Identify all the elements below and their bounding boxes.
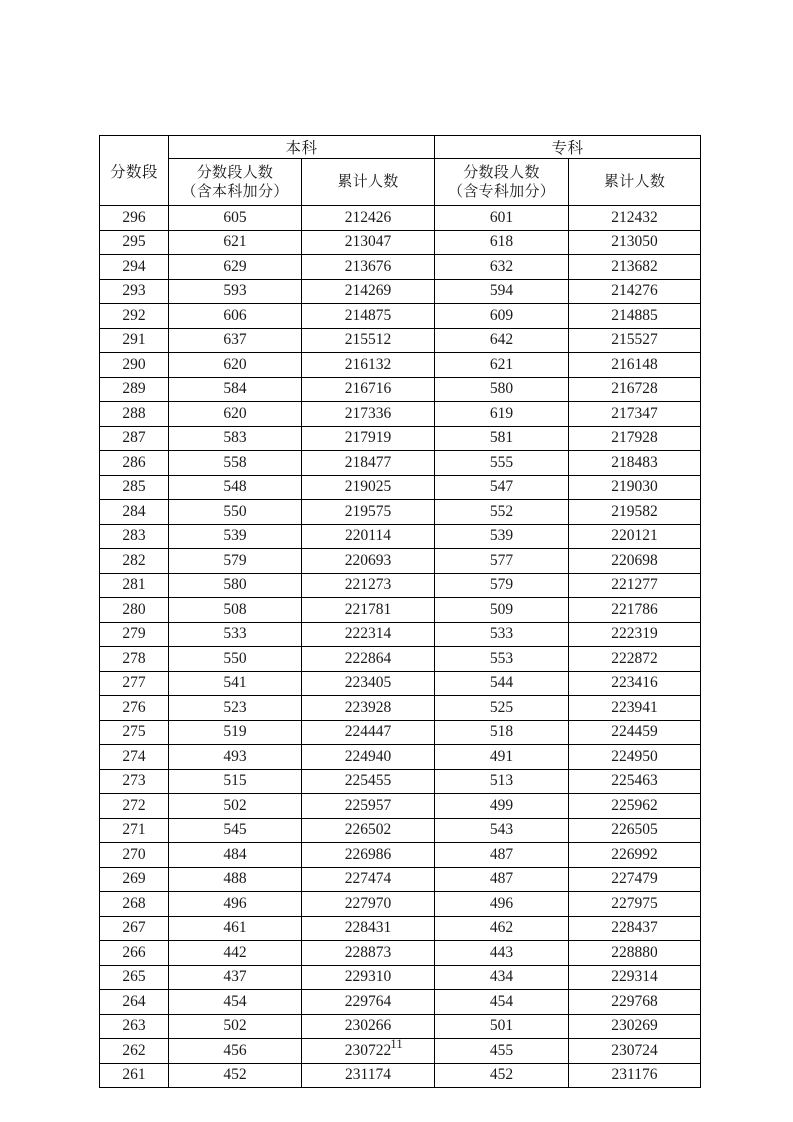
cell-score-band: 268 [100,892,169,917]
cell-benke-band-count: 548 [169,475,302,500]
cell-benke-band-count: 452 [169,1063,302,1088]
table-row [100,549,701,574]
cell-zhuanke-band-count: 581 [435,426,569,451]
cell-score-band: 293 [100,279,169,304]
cell-zhuanke-cumulative: 224950 [569,745,701,770]
cell-benke-cumulative: 220693 [302,549,435,574]
cell-zhuanke-cumulative: 212432 [569,206,701,231]
cell-benke-band-count: 484 [169,843,302,868]
cell-benke-cumulative: 223405 [302,671,435,696]
cell-benke-cumulative: 227474 [302,867,435,892]
table-row [100,304,701,329]
cell-zhuanke-cumulative: 219582 [569,500,701,525]
cell-benke-cumulative: 225455 [302,769,435,794]
cell-benke-band-count: 593 [169,279,302,304]
benke-band-count-line2: （含本科加分） [181,182,289,200]
cell-score-band: 269 [100,867,169,892]
cell-benke-band-count: 584 [169,377,302,402]
cell-benke-band-count: 583 [169,426,302,451]
cell-score-band: 273 [100,769,169,794]
cell-score-band: 275 [100,720,169,745]
cell-benke-band-count: 606 [169,304,302,329]
cell-zhuanke-cumulative: 220121 [569,524,701,549]
cell-benke-cumulative: 228431 [302,916,435,941]
cell-zhuanke-band-count: 518 [435,720,569,745]
table-row [100,696,701,721]
column-group-header-zhuanke: 专科 [435,136,701,159]
cell-zhuanke-band-count: 632 [435,255,569,280]
cell-zhuanke-cumulative: 227975 [569,892,701,917]
cell-zhuanke-band-count: 513 [435,769,569,794]
cell-score-band: 285 [100,475,169,500]
table-row [100,573,701,598]
table-row [100,230,701,255]
cell-benke-cumulative: 226502 [302,818,435,843]
table-row [100,451,701,476]
cell-benke-band-count: 579 [169,549,302,574]
cell-zhuanke-cumulative: 220698 [569,549,701,574]
cell-zhuanke-band-count: 594 [435,279,569,304]
zhuanke-band-count-line1: 分数段人数 [463,162,540,181]
cell-zhuanke-band-count: 509 [435,598,569,623]
table-row [100,622,701,647]
cell-benke-band-count: 550 [169,500,302,525]
table-row [100,941,701,966]
cell-benke-cumulative: 216132 [302,353,435,378]
cell-benke-cumulative: 219025 [302,475,435,500]
cell-benke-cumulative: 213047 [302,230,435,255]
cell-zhuanke-band-count: 454 [435,990,569,1015]
cell-benke-band-count: 508 [169,598,302,623]
cell-benke-band-count: 502 [169,794,302,819]
cell-benke-cumulative: 214875 [302,304,435,329]
cell-zhuanke-cumulative: 229768 [569,990,701,1015]
cell-zhuanke-band-count: 555 [435,451,569,476]
cell-zhuanke-band-count: 579 [435,573,569,598]
cell-benke-cumulative: 222864 [302,647,435,672]
cell-zhuanke-band-count: 525 [435,696,569,721]
cell-benke-cumulative: 229310 [302,965,435,990]
cell-benke-band-count: 539 [169,524,302,549]
cell-score-band: 263 [100,1014,169,1039]
cell-score-band: 289 [100,377,169,402]
cell-benke-cumulative: 220114 [302,524,435,549]
cell-score-band: 282 [100,549,169,574]
cell-benke-band-count: 488 [169,867,302,892]
cell-zhuanke-band-count: 443 [435,941,569,966]
cell-benke-band-count: 541 [169,671,302,696]
cell-benke-band-count: 550 [169,647,302,672]
table-row [100,279,701,304]
cell-benke-cumulative: 229764 [302,990,435,1015]
table-row [100,402,701,427]
cell-benke-cumulative: 218477 [302,451,435,476]
column-header-zhuanke-cumulative [569,159,701,206]
cell-score-band: 281 [100,573,169,598]
cell-benke-cumulative: 227970 [302,892,435,917]
table-row [100,965,701,990]
cell-benke-band-count: 519 [169,720,302,745]
table-row [100,745,701,770]
cell-score-band: 277 [100,671,169,696]
table-row [100,671,701,696]
cell-zhuanke-cumulative: 230269 [569,1014,701,1039]
cell-zhuanke-cumulative: 225962 [569,794,701,819]
cell-score-band: 284 [100,500,169,525]
cell-zhuanke-band-count: 609 [435,304,569,329]
cell-benke-band-count: 605 [169,206,302,231]
cell-benke-cumulative: 224447 [302,720,435,745]
cell-zhuanke-band-count: 621 [435,353,569,378]
zhuanke-cumulative-line1: 累计人数 [603,172,666,191]
cell-benke-band-count: 461 [169,916,302,941]
table-header-sub-row [100,159,701,206]
cell-zhuanke-cumulative: 223416 [569,671,701,696]
cell-score-band: 279 [100,622,169,647]
cell-benke-band-count: 533 [169,622,302,647]
cell-zhuanke-cumulative: 221277 [569,573,701,598]
cell-zhuanke-cumulative: 226992 [569,843,701,868]
cell-benke-band-count: 442 [169,941,302,966]
cell-score-band: 286 [100,451,169,476]
cell-zhuanke-cumulative: 213050 [569,230,701,255]
table-header [100,136,701,206]
table-row [100,647,701,672]
table-row [100,867,701,892]
cell-benke-cumulative: 217336 [302,402,435,427]
table-row [100,353,701,378]
cell-zhuanke-band-count: 496 [435,892,569,917]
cell-score-band: 287 [100,426,169,451]
cell-benke-band-count: 496 [169,892,302,917]
table-row [100,524,701,549]
cell-zhuanke-cumulative: 229314 [569,965,701,990]
page-number: 11 [390,1036,403,1051]
cell-benke-band-count: 621 [169,230,302,255]
cell-benke-cumulative: 226986 [302,843,435,868]
cell-zhuanke-cumulative: 222319 [569,622,701,647]
cell-score-band: 270 [100,843,169,868]
table-row [100,1063,701,1088]
cell-benke-cumulative: 230266 [302,1014,435,1039]
cell-score-band: 278 [100,647,169,672]
cell-benke-band-count: 580 [169,573,302,598]
cell-benke-cumulative: 221781 [302,598,435,623]
cell-benke-band-count: 493 [169,745,302,770]
cell-benke-band-count: 523 [169,696,302,721]
cell-benke-band-count: 558 [169,451,302,476]
cell-zhuanke-cumulative: 213682 [569,255,701,280]
cell-benke-cumulative: 215512 [302,328,435,353]
table-row [100,328,701,353]
cell-benke-band-count: 637 [169,328,302,353]
column-header-benke-cumulative [302,159,435,206]
cell-zhuanke-band-count: 618 [435,230,569,255]
cell-zhuanke-band-count: 539 [435,524,569,549]
cell-score-band: 267 [100,916,169,941]
table-header-group-row [100,136,701,159]
cell-benke-cumulative: 212426 [302,206,435,231]
column-group-header-benke: 本科 [169,136,435,159]
cell-zhuanke-cumulative: 223941 [569,696,701,721]
cell-zhuanke-cumulative: 215527 [569,328,701,353]
table-row [100,892,701,917]
cell-zhuanke-band-count: 487 [435,843,569,868]
cell-benke-band-count: 629 [169,255,302,280]
cell-score-band: 261 [100,1063,169,1088]
cell-benke-cumulative: 216716 [302,377,435,402]
table-row [100,916,701,941]
cell-zhuanke-band-count: 491 [435,745,569,770]
table-row [100,206,701,231]
table-row [100,598,701,623]
cell-benke-band-count: 620 [169,353,302,378]
table-row [100,990,701,1015]
table-body [100,206,701,1088]
cell-zhuanke-cumulative: 225463 [569,769,701,794]
cell-zhuanke-band-count: 543 [435,818,569,843]
cell-zhuanke-cumulative: 214885 [569,304,701,329]
cell-zhuanke-cumulative: 216148 [569,353,701,378]
table-row [100,720,701,745]
cell-zhuanke-cumulative: 216728 [569,377,701,402]
cell-zhuanke-band-count: 577 [435,549,569,574]
cell-benke-cumulative: 217919 [302,426,435,451]
cell-zhuanke-cumulative: 218483 [569,451,701,476]
cell-zhuanke-band-count: 462 [435,916,569,941]
benke-band-count-line1: 分数段人数 [196,162,274,181]
cell-zhuanke-band-count: 487 [435,867,569,892]
cell-zhuanke-band-count: 544 [435,671,569,696]
cell-score-band: 288 [100,402,169,427]
cell-score-band: 295 [100,230,169,255]
cell-zhuanke-cumulative: 228437 [569,916,701,941]
zhuanke-band-count-line2: （含专科加分） [447,182,556,200]
cell-zhuanke-band-count: 553 [435,647,569,672]
cell-zhuanke-band-count: 547 [435,475,569,500]
cell-benke-cumulative: 213676 [302,255,435,280]
column-header-zhuanke-band-count [435,159,569,206]
cell-zhuanke-cumulative: 217347 [569,402,701,427]
cell-score-band: 272 [100,794,169,819]
table-row [100,426,701,451]
cell-zhuanke-band-count: 619 [435,402,569,427]
cell-score-band: 276 [100,696,169,721]
cell-zhuanke-cumulative: 226505 [569,818,701,843]
cell-benke-band-count: 620 [169,402,302,427]
cell-zhuanke-cumulative: 219030 [569,475,701,500]
cell-benke-band-count: 454 [169,990,302,1015]
cell-score-band: 294 [100,255,169,280]
cell-score-band: 296 [100,206,169,231]
cell-zhuanke-cumulative: 214276 [569,279,701,304]
table-row [100,475,701,500]
cell-score-band: 274 [100,745,169,770]
cell-zhuanke-cumulative: 224459 [569,720,701,745]
cell-zhuanke-cumulative: 227479 [569,867,701,892]
score-distribution-table [99,135,701,1088]
cell-benke-cumulative: 222314 [302,622,435,647]
cell-benke-cumulative: 223928 [302,696,435,721]
cell-zhuanke-cumulative: 228880 [569,941,701,966]
table-row [100,500,701,525]
cell-benke-cumulative: 225957 [302,794,435,819]
cell-zhuanke-cumulative: 222872 [569,647,701,672]
cell-score-band: 290 [100,353,169,378]
cell-score-band: 264 [100,990,169,1015]
table-row [100,377,701,402]
cell-score-band: 291 [100,328,169,353]
column-header-score-band: 分数段 [100,136,169,206]
cell-benke-cumulative: 219575 [302,500,435,525]
cell-zhuanke-band-count: 533 [435,622,569,647]
table-row [100,769,701,794]
cell-score-band: 265 [100,965,169,990]
cell-benke-band-count: 456 [169,1039,302,1064]
cell-zhuanke-band-count: 642 [435,328,569,353]
cell-benke-cumulative: 230722 [302,1039,435,1064]
cell-benke-cumulative: 221273 [302,573,435,598]
table-row [100,794,701,819]
cell-zhuanke-band-count: 455 [435,1039,569,1064]
cell-benke-cumulative: 231174 [302,1063,435,1088]
table-row [100,843,701,868]
table-row [100,1014,701,1039]
cell-score-band: 266 [100,941,169,966]
cell-benke-cumulative: 224940 [302,745,435,770]
cell-score-band: 262 [100,1039,169,1064]
cell-zhuanke-band-count: 499 [435,794,569,819]
table-row [100,818,701,843]
cell-score-band: 280 [100,598,169,623]
cell-zhuanke-cumulative: 231176 [569,1063,701,1088]
cell-score-band: 283 [100,524,169,549]
cell-benke-cumulative: 214269 [302,279,435,304]
cell-zhuanke-band-count: 580 [435,377,569,402]
cell-zhuanke-band-count: 452 [435,1063,569,1088]
benke-cumulative-line1: 累计人数 [337,172,399,191]
cell-score-band: 292 [100,304,169,329]
cell-zhuanke-band-count: 601 [435,206,569,231]
cell-zhuanke-band-count: 552 [435,500,569,525]
cell-benke-band-count: 515 [169,769,302,794]
table-row [100,255,701,280]
cell-zhuanke-cumulative: 230724 [569,1039,701,1064]
cell-zhuanke-cumulative: 217928 [569,426,701,451]
cell-score-band: 271 [100,818,169,843]
cell-benke-cumulative: 228873 [302,941,435,966]
cell-benke-band-count: 437 [169,965,302,990]
score-distribution-table-container [99,135,700,1088]
cell-benke-band-count: 502 [169,1014,302,1039]
column-header-benke-band-count [169,159,302,206]
cell-zhuanke-cumulative: 221786 [569,598,701,623]
cell-zhuanke-band-count: 501 [435,1014,569,1039]
cell-benke-band-count: 545 [169,818,302,843]
cell-zhuanke-band-count: 434 [435,965,569,990]
